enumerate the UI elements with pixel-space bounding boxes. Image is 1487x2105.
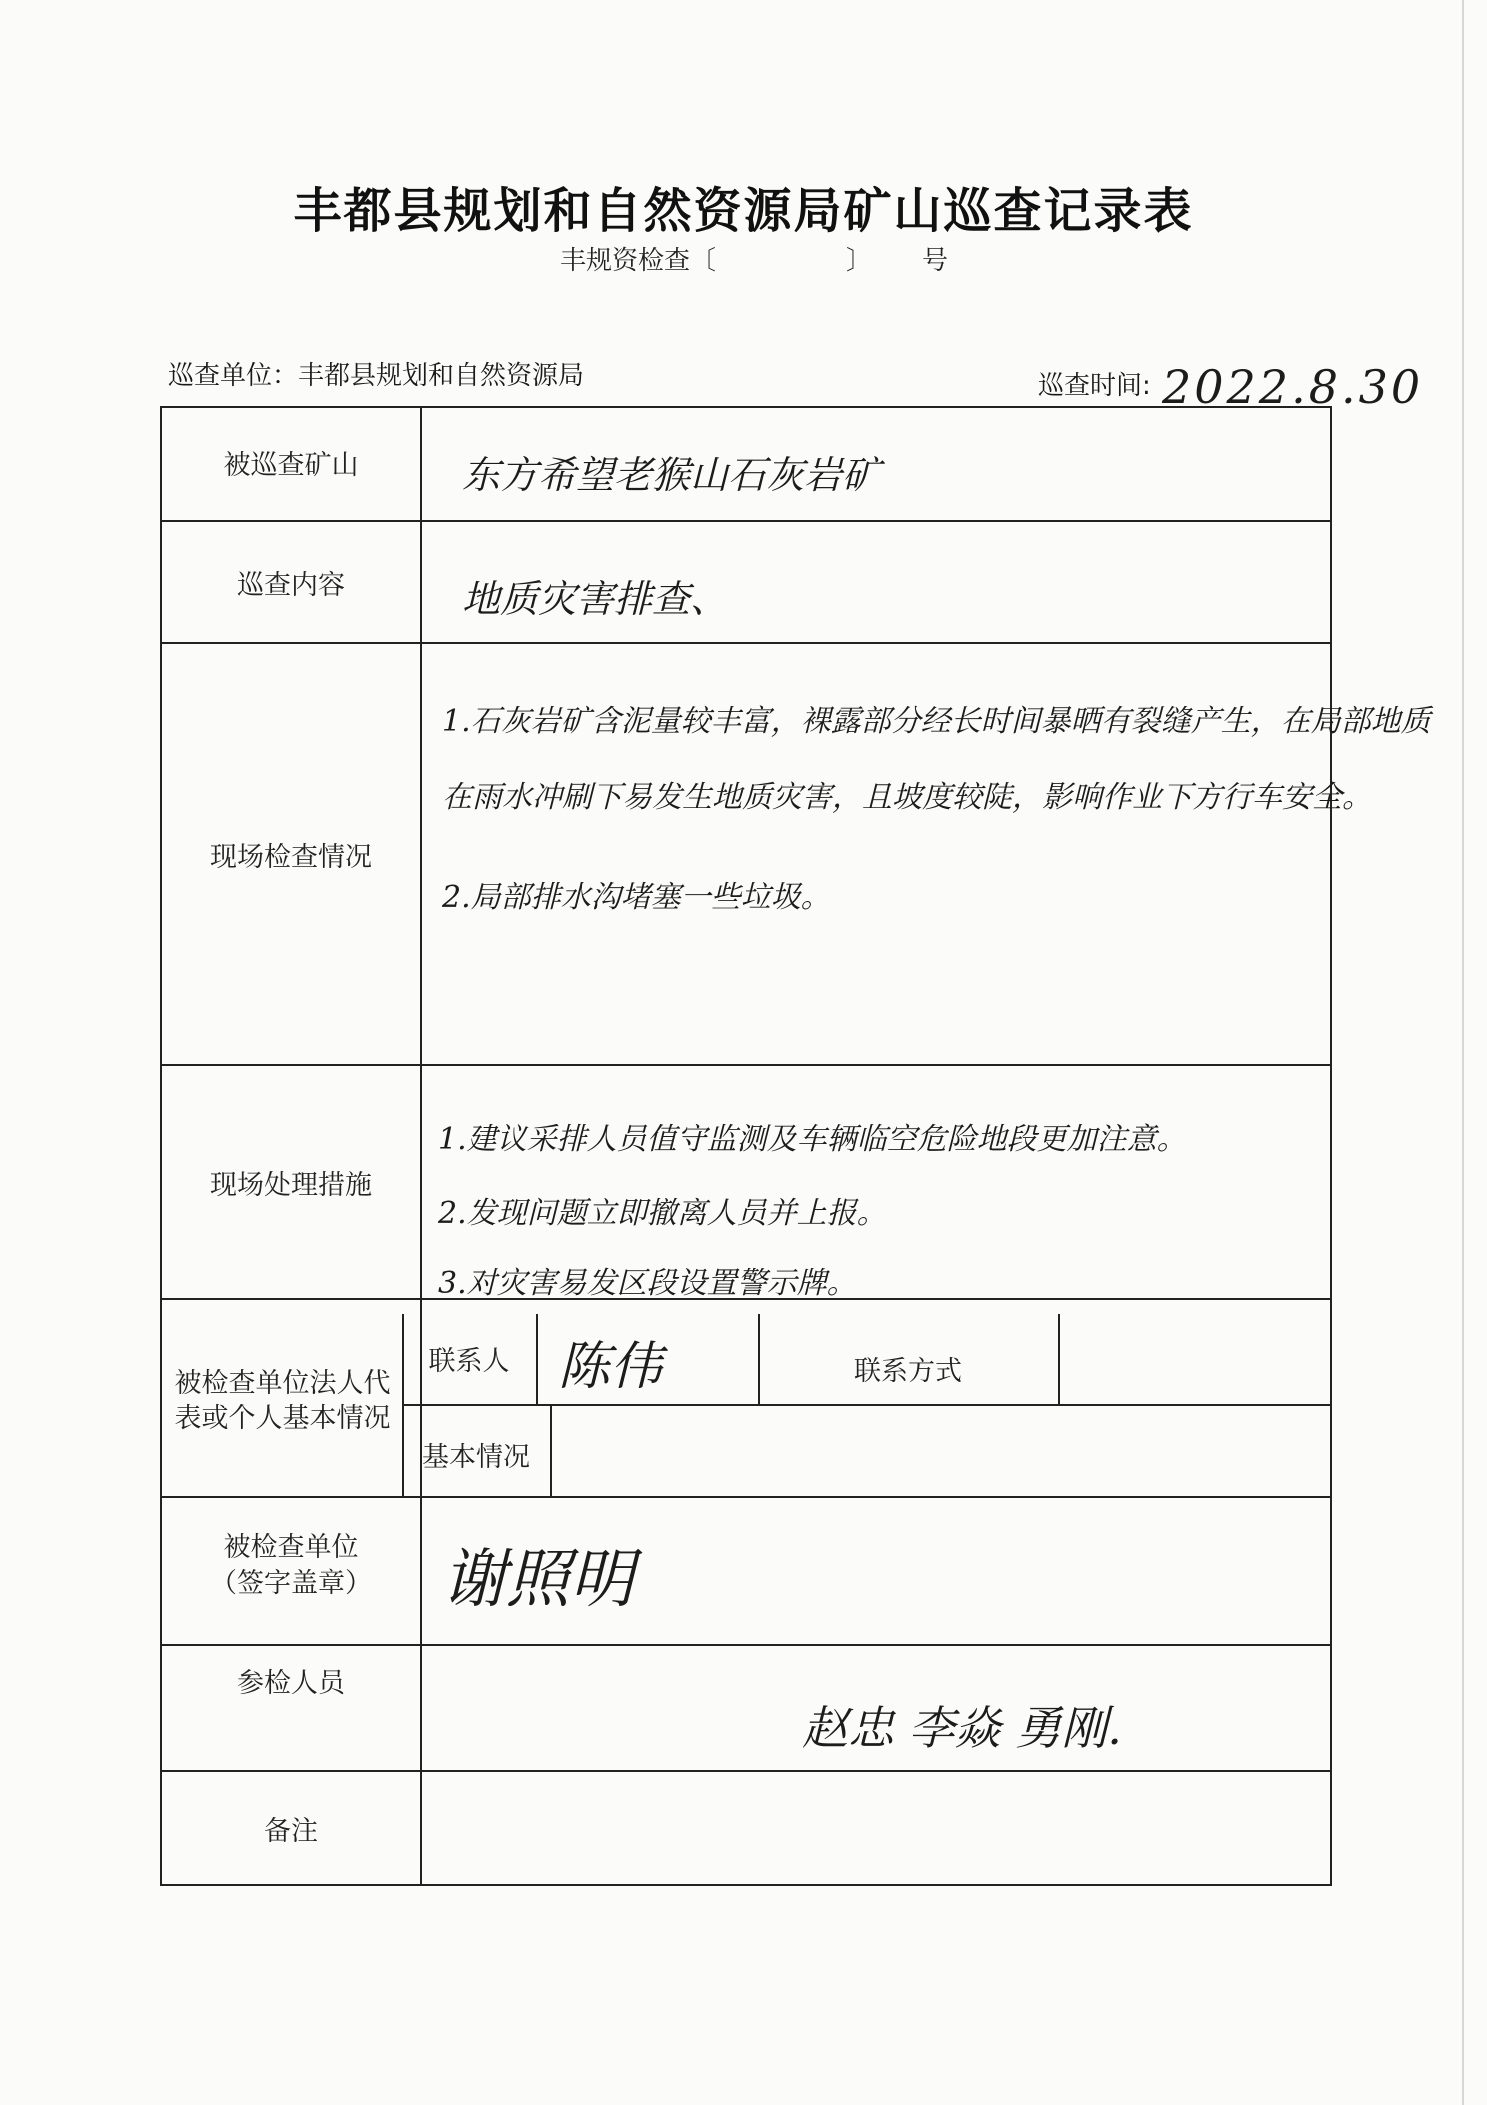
measures-line-1: 1.建议采排人员值守监测及车辆临空危险地段更加注意。 bbox=[438, 1122, 1187, 1157]
contact-method-label: 联系方式 bbox=[854, 1356, 962, 1387]
inspectors-value: 赵忠 李焱 勇刚. bbox=[802, 1701, 1122, 1755]
contact-value: 陈伟 bbox=[558, 1337, 663, 1397]
inspection-time-value: 2022.8.30 bbox=[1162, 360, 1424, 414]
row-divider bbox=[162, 1644, 1330, 1646]
document-title: 丰都县规划和自然资源局矿山巡查记录表 bbox=[293, 183, 1194, 239]
document-number bbox=[560, 240, 948, 277]
content-label: 巡查内容 bbox=[237, 570, 345, 601]
record-form bbox=[160, 406, 1431, 1886]
basic-info-label: 基本情况 bbox=[422, 1442, 530, 1473]
column-divider bbox=[420, 408, 422, 1884]
inspectors-label: 参检人员 bbox=[237, 1668, 345, 1699]
content-value: 地质灾害排查、 bbox=[462, 577, 729, 621]
inspection-unit: 巡查单位：丰都县规划和自然资源局 bbox=[168, 361, 585, 391]
situation-label: 现场检查情况 bbox=[210, 842, 372, 873]
row-divider bbox=[162, 1064, 1330, 1066]
measures-label: 现场处理措施 bbox=[210, 1170, 372, 1201]
column-divider bbox=[536, 1314, 538, 1404]
sign-value: 谢照明 bbox=[442, 1543, 634, 1617]
row-divider bbox=[162, 1496, 1330, 1498]
remarks-label: 备注 bbox=[264, 1816, 318, 1847]
situation-line-3: 2.局部排水沟堵塞一些垃圾。 bbox=[442, 880, 831, 915]
situation-line-2: 在雨水冲刷下易发生地质灾害，且坡度较陡，影响作业下方行车安全。 bbox=[442, 780, 1372, 815]
column-divider bbox=[550, 1404, 552, 1496]
inspection-time-label: 巡查时间: bbox=[1038, 371, 1151, 401]
situation-line-1: 1.石灰岩矿含泥量较丰富，裸露部分经长时间暴晒有裂缝产生，在局部地质 bbox=[442, 704, 1431, 739]
row-divider bbox=[162, 520, 1330, 522]
mine-value: 东方希望老猴山石灰岩矿 bbox=[462, 453, 881, 497]
contact-label: 联系人 bbox=[428, 1346, 510, 1377]
scan-edge bbox=[1462, 0, 1464, 2105]
sign-label: 被检查单位 bbox=[223, 1532, 359, 1563]
sign-label-sub: （签字盖章） bbox=[210, 1568, 372, 1599]
representative-label: 被检查单位法人代表或个人基本情况 bbox=[174, 1368, 391, 1435]
doc-no-prefix: 丰规资检查〔 bbox=[560, 246, 717, 276]
doc-no-suffix: 号 bbox=[922, 246, 949, 276]
row-divider bbox=[162, 642, 1330, 644]
column-divider bbox=[1058, 1314, 1060, 1404]
row-divider bbox=[162, 1770, 1330, 1772]
measures-line-2: 2.发现问题立即撤离人员并上报。 bbox=[438, 1196, 887, 1231]
doc-no-close: 〕 bbox=[846, 246, 873, 276]
row-divider bbox=[402, 1404, 1330, 1406]
mine-label: 被巡查矿山 bbox=[223, 450, 359, 481]
measures-line-3: 3.对灾害易发区段设置警示牌。 bbox=[438, 1266, 857, 1301]
